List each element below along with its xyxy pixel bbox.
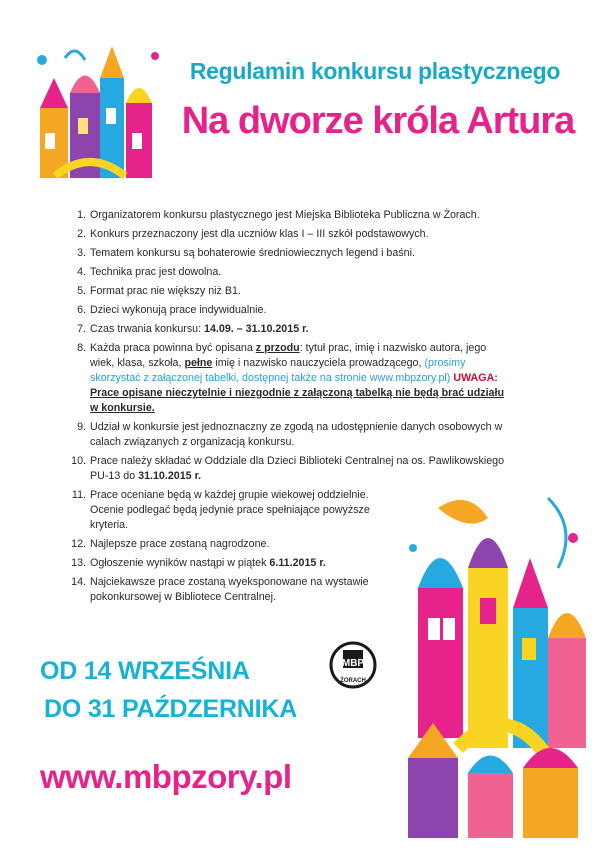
- website-url[interactable]: www.mbpzory.pl: [40, 758, 292, 795]
- rule-item: 11. Prace oceniane będą w każdej grupie wiekowej oddzielnie. Ocenie podlegać będą jedynie prace spełniające powyższe kryteria.: [71, 489, 370, 531]
- rule-item: 2. Konkurs przeznaczony jest dla uczniów klas I – III szkół podstawowych.: [77, 228, 429, 240]
- rule-item: 4. Technika prac jest dowolna.: [77, 266, 222, 278]
- rule-item: 8. Każda praca powinna być opisana z przodu: tytuł prac, imię i nazwisko autora, jego wiek, klasa, szkoła, pełne imię i nazwisko nauczyciela prowadzącego, (prosimy skorzystać z załączonej tabelki, dostępnej także na stronie www.mbpzory.pl) UWAGA: Prace opisane nieczytelnie i niezgodnie z załączoną tabelką nie będą brać udziału w konkursie.: [77, 342, 504, 414]
- title-regulamin: Regulamin konkursu plastycznego: [189, 58, 561, 84]
- rule-item: 12. Najlepsze prace zostaną nagrodzone.: [71, 538, 270, 550]
- rule-item: 10. Prace należy składać w Oddziale dla Dzieci Biblioteki Centralnej na os. Pawlikowskiego PU-13 do 31.10.2015 r.: [71, 455, 505, 482]
- rule-item: 7. Czas trwania konkursu: 14.09. – 31.10.2015 r.: [77, 323, 309, 335]
- title-contest-name: Na dworze króla Artura: [181, 100, 575, 142]
- svg-text:ŻORACH: ŻORACH: [340, 678, 366, 684]
- contest-dates: [40, 652, 297, 728]
- rule-item: 3. Tematem konkursu są bohaterowie średniowiecznych legend i baśni.: [77, 247, 415, 259]
- rule-item: 14. Najciekawsze prace zostaną wyeksponowane na wystawie pokonkursowej w Bibliotece Centralnej.: [71, 576, 369, 603]
- castle-illustration-top: [30, 38, 175, 188]
- rule-item: 13. Ogłoszenie wyników nastąpi w piątek 6.11.2015 r.: [71, 557, 326, 569]
- rule-item: 6. Dzieci wykonują prace indywidualnie.: [77, 304, 267, 316]
- rule-item: 1. Organizatorem konkursu plastycznego jest Miejska Biblioteka Publiczna w Żorach.: [77, 209, 480, 221]
- date-start: OD 14 WRZEŚNIA: [40, 657, 250, 685]
- library-logo: [328, 640, 378, 692]
- rule-item: 5. Format prac nie większy niż B1.: [77, 285, 241, 297]
- castle-illustration-right: [398, 488, 598, 843]
- svg-text:MBP: MBP: [341, 658, 365, 669]
- rule-item: 9. Udział w konkursie jest jednoznaczny ze zgodą na udostępnienie danych osobowych w calach związanych z organizacją konkursu.: [77, 421, 503, 448]
- date-end: DO 31 PAŹDZERNIKA: [44, 695, 298, 723]
- website-link-inline[interactable]: (prosimy skorzystać z załączonej tabelki, dostępnej także na stronie www.mbpzory.pl): [90, 357, 466, 384]
